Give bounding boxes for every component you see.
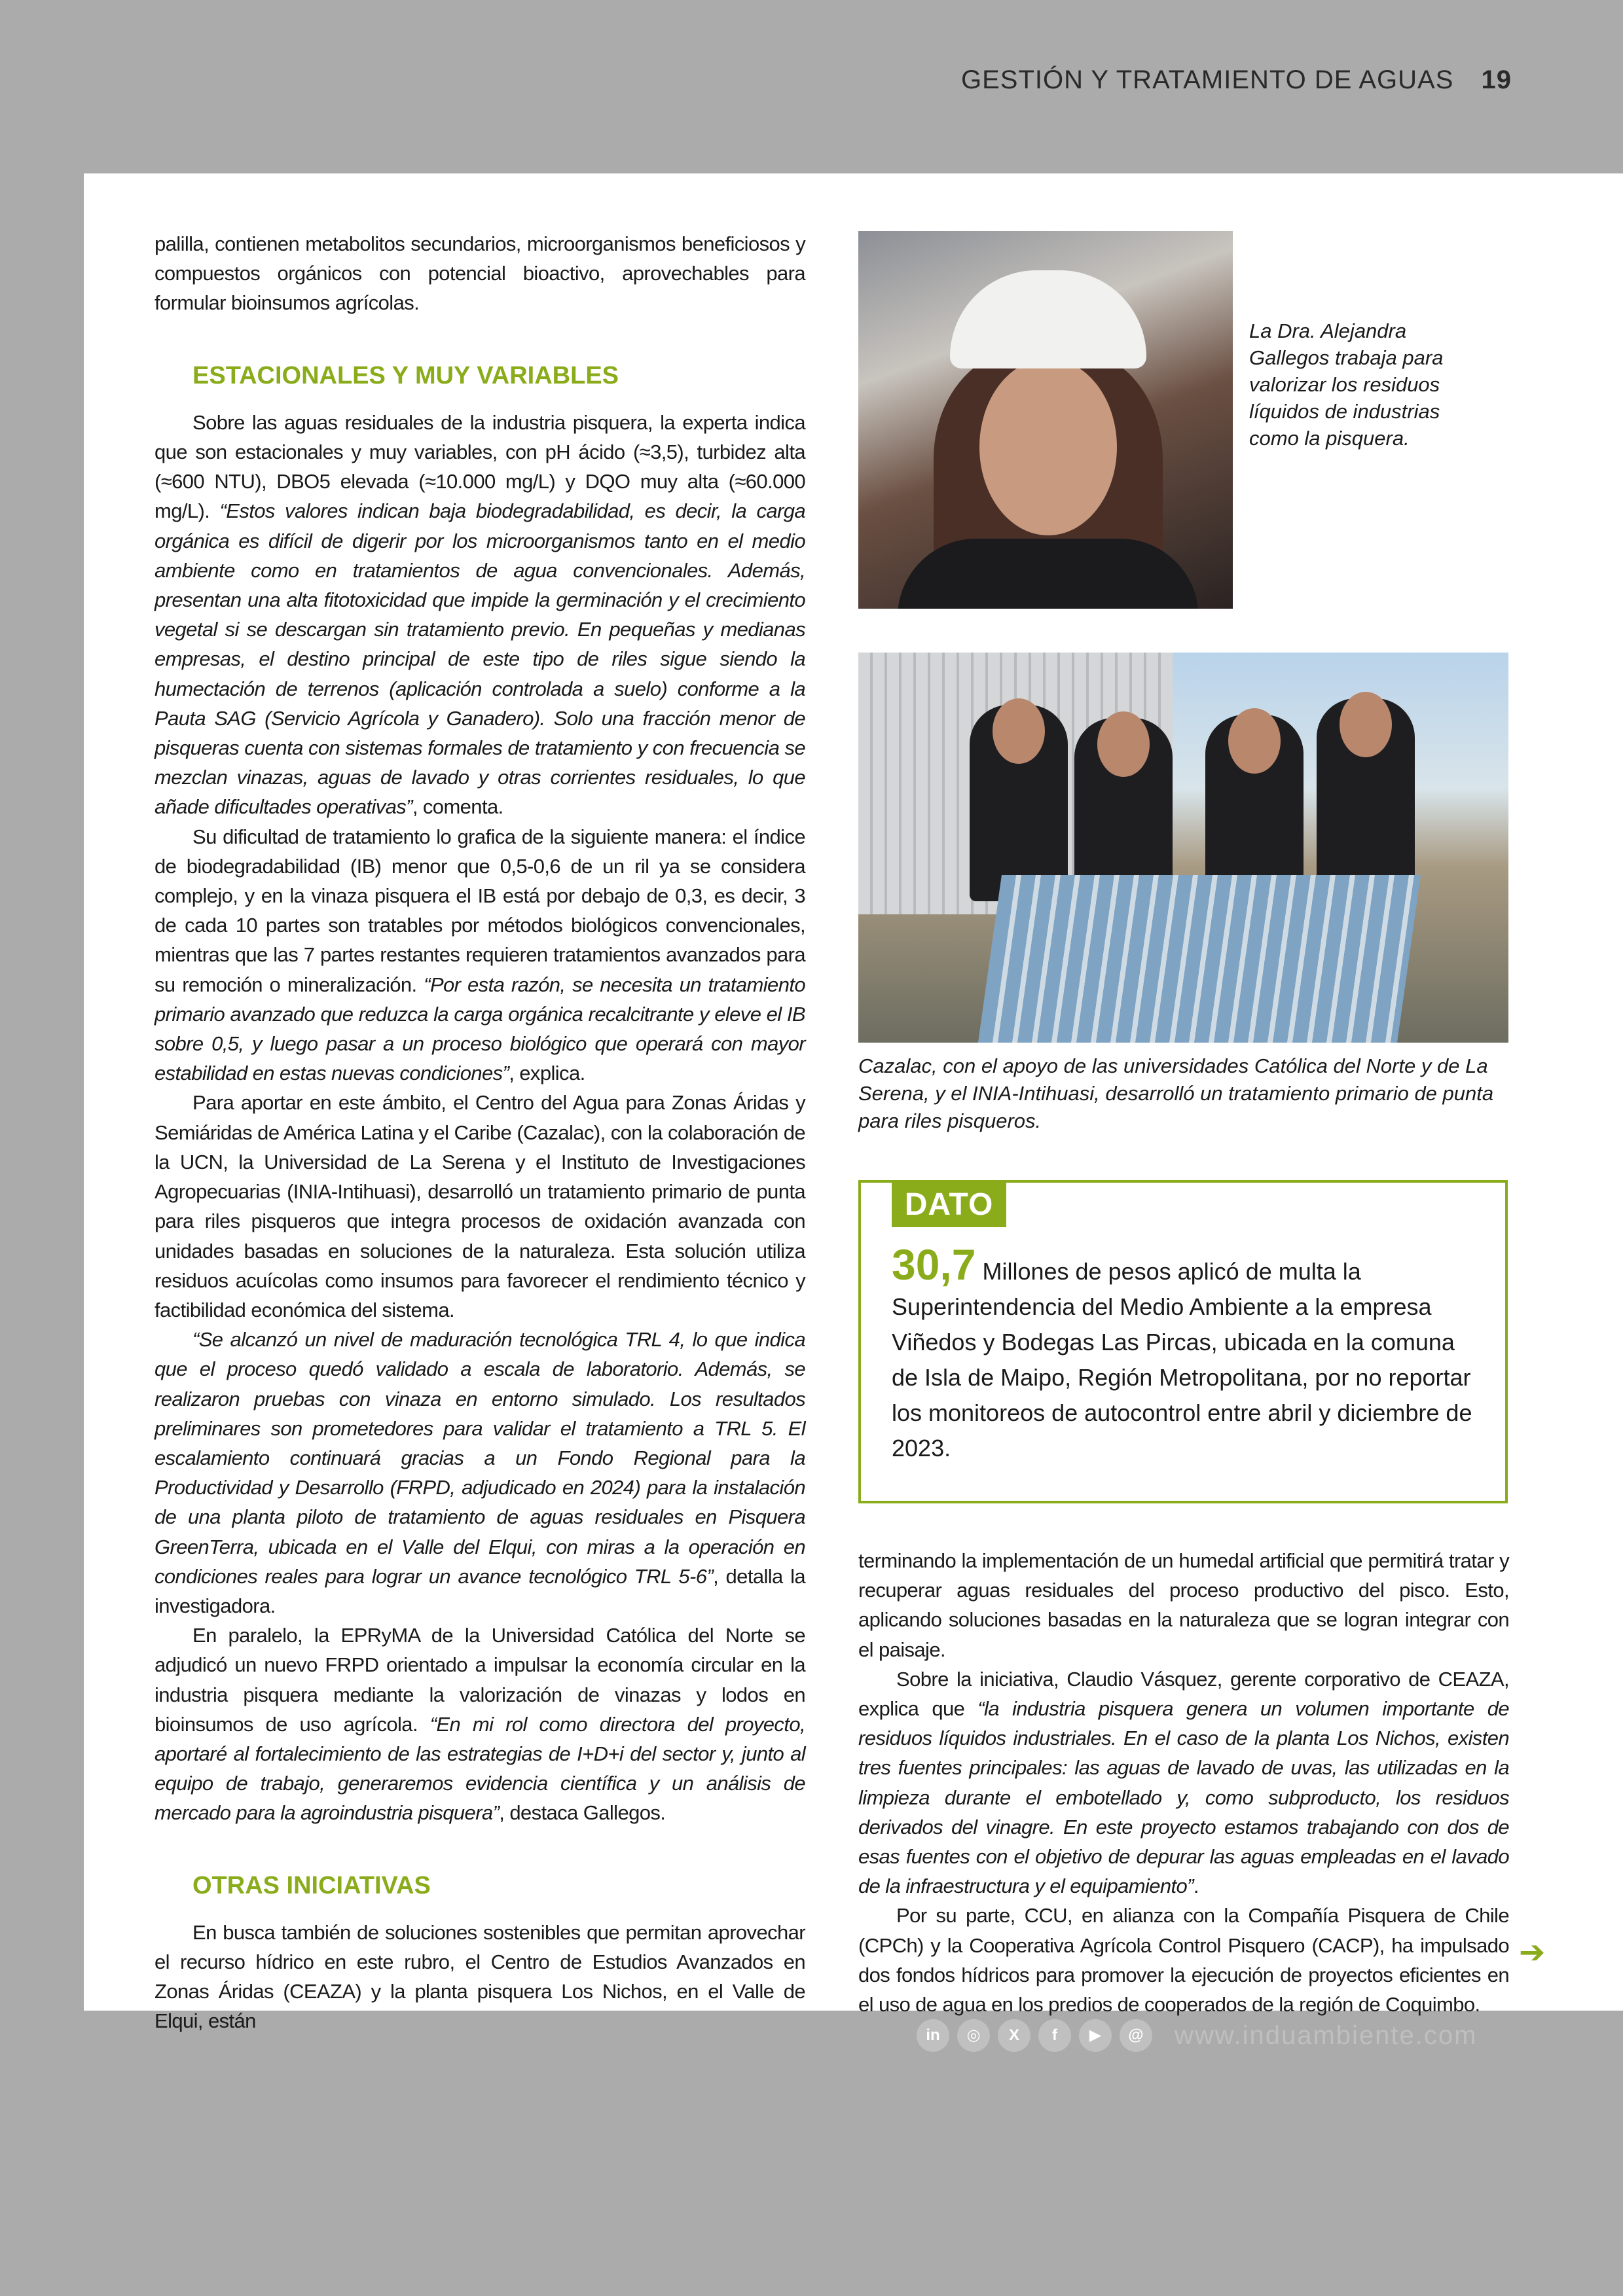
continue-arrow-icon[interactable]: ➔	[1519, 1935, 1546, 1970]
website-link[interactable]: www.induambiente.com	[1175, 2020, 1478, 2050]
fact-label: DATO	[892, 1183, 1006, 1227]
youtube-icon[interactable]: ▶	[1079, 2019, 1112, 2052]
left-column	[155, 229, 805, 2036]
right-column	[858, 1546, 1509, 2019]
paragraph: Para aportar en este ámbito, el Centro del Agua para Zonas Áridas y Semiáridas de América Latina y el Caribe (Cazalac), con la colaboración de la UCN, la Universidad de La Serena y el Instituto de Investigaciones Agropecuarias (INIA-Intihuasi), desarrolló un tratamiento primario de punta para riles pisqueros que integra procesos de oxidación avanzada con unidades basadas en soluciones de la naturaleza. Esta solución utiliza residuos acuícolas como insumos para favorecer el rendimiento técnico y factibilidad económica del sistema.	[155, 1091, 805, 1321]
fact-text: 30,7 Millones de pesos aplicó de multa la Superintendencia del Medio Ambiente a la empresa Viñedos y Bodegas Las Pircas, ubicada en la comuna de Isla de Maipo, Región Metropolitana, por no reportar los monitoreos de autocontrol entre abril y diciembre de 2023.	[892, 1240, 1472, 1462]
fact-box	[858, 1180, 1508, 1503]
paragraph: Su dificultad de tratamiento lo grafica de la siguiente manera: el índice de biodegradabilidad (IB) menor que 0,5-0,6 de un ril ya se considera complejo, y en la vinaza pisquera el IB está por debajo de 0,3, es decir, 3 de cada 10 partes son tratables por métodos biológicos convencionales, mientras que las 7 partes restantes requieren tratamientos avanzados para su remoción o mineralización. “Por esta razón, se necesita un tratamiento primario avanzado que reduzca la carga orgánica recalcitrante y eleve el IB sobre 0,5, y luego pasar a un proceso biológico que operará con mayor estabilidad en estas nuevas condiciones”, explica.	[155, 825, 805, 1085]
section-title: GESTIÓN Y TRATAMIENTO DE AGUAS	[960, 65, 1454, 94]
group-photo	[858, 653, 1508, 1043]
paragraph: En busca también de soluciones sostenibles que permitan aprovechar el recurso hídrico en este rubro, el Centro de Estudios Avanzados en Zonas Áridas (CEAZA) y la planta pisquera Los Nichos, en el Valle de Elqui, están	[155, 1920, 805, 2033]
page-header	[961, 65, 1512, 95]
instagram-icon[interactable]: ◎	[957, 2019, 990, 2052]
paragraph: Sobre las aguas residuales de la industria pisquera, la experta indica que son estacionales y muy variables, con pH ácido (≈3,5), turbidez alta (≈600 NTU), DBO5 elevada (≈10.000 mg/L) y DQO muy alta (≈60.000 mg/L). “Estos valores indican baja biodegradabilidad, es decir, la carga orgánica es difícil de digerir por los microorganismos tanto en el medio ambiente como en tratamientos de agua convencionales. Además, presentan una alta fitotoxicidad que impide la germinación y el crecimiento vegetal si se descargan sin tratamiento previo. En pequeñas y medianas empresas, el destino principal de este tipo de riles sigue siendo la humectación de terrenos (aplicación controlada a suelo) conforme a la Pauta SAG (Servicio Agrícola y Ganadero). Solo una fracción menor de pisqueras cuenta con sistemas formales de tratamiento y con frecuencia se mezclan vinazas, aguas de lavado y otras corrientes residuales, lo que añade dificultades operativas”, comenta.	[155, 410, 805, 819]
paragraph: Por su parte, CCU, en alianza con la Compañía Pisquera de Chile (CPCh) y la Cooperativa Agrícola Control Pisquero (CACP), ha impulsado dos fondos hídricos para promover la ejecución de proyectos eficientes en el uso de agua en los predios de cooperados de la región de Coquimbo.	[858, 1904, 1509, 2017]
portrait-photo	[858, 231, 1233, 609]
fact-number: 30,7	[892, 1240, 976, 1289]
page-number: 19	[1481, 65, 1512, 94]
threads-icon[interactable]: @	[1120, 2019, 1152, 2052]
paragraph: En paralelo, la EPRyMA de la Universidad Católica del Norte se adjudicó un nuevo FRPD orientado a impulsar la economía circular en la industria pisquera mediante la valorización de vinazas y lodos en bioinsumos de uso agrícola. “En mi rol como directora del proyecto, aportaré al fortalecimiento de las estrategias de I+D+i del sector y, junto al equipo de trabajo, generaremos evidencia científica y un análisis de mercado para la agroindustria pisquera”, destaca Gallegos.	[155, 1624, 805, 1825]
paragraph: terminando la implementación de un humedal artificial que permitirá tratar y recuperar aguas residuales del proceso productivo del pisco. Esto, aplicando soluciones basadas en la naturaleza que se logran integrar con el paisaje.	[858, 1549, 1509, 1661]
paragraph: palilla, contienen metabolitos secundarios, microorganismos beneficiosos y compuestos orgánicos con potencial bioactivo, aprovechables para formular bioinsumos agrícolas.	[155, 232, 805, 315]
linkedin-icon[interactable]: in	[917, 2019, 949, 2052]
paragraph: “Se alcanzó un nivel de maduración tecnológica TRL 4, lo que indica que el proceso quedó validado a escala de laboratorio. Además, se realizaron pruebas con vinaza en entorno simulado. Los resultados preliminares son prometedores para validar el tratamiento a TRL 5. El escalamiento continuará gracias a un Fondo Regional para la Productividad y Desarrollo (FRPD, adjudicado en 2024) para la instalación de una planta piloto de tratamiento de aguas residuales en Pisquera GreenTerra, ubicada en el Valle del Elqui, con miras a la operación en condiciones reales para lograr un avance tecnológico TRL 5-6”, detalla la investigadora.	[155, 1328, 805, 1617]
section-heading: OTRAS INICIATIVAS	[192, 1871, 431, 1899]
facebook-icon[interactable]: f	[1038, 2019, 1071, 2052]
section-heading: ESTACIONALES Y MUY VARIABLES	[192, 361, 619, 389]
photo-caption: Cazalac, con el apoyo de las universidades Católica del Norte y de La Serena, y el INIA-Intihuasi, desarrolló un tratamiento primario de punta para riles pisqueros.	[858, 1054, 1494, 1132]
photo-caption: La Dra. Alejandra Gallegos trabaja para valorizar los residuos líquidos de industrias como la pisquera.	[1249, 319, 1444, 450]
paragraph: Sobre la iniciativa, Claudio Vásquez, gerente corporativo de CEAZA, explica que “la industria pisquera genera un volumen importante de residuos líquidos industriales. En el caso de la planta Los Nichos, existen tres fuentes principales: las aguas de lavado de uvas, las utilizadas en la limpieza durante el embotellado y, como subproducto, los residuos derivados del vinagre. En este proyecto estamos trabajando con dos de esas fuentes con el objetivo de depurar las aguas empleadas en el lavado de la infraestructura y el equipamiento”.	[858, 1667, 1509, 1898]
footer	[917, 2016, 1477, 2055]
x-icon[interactable]: X	[998, 2019, 1030, 2052]
